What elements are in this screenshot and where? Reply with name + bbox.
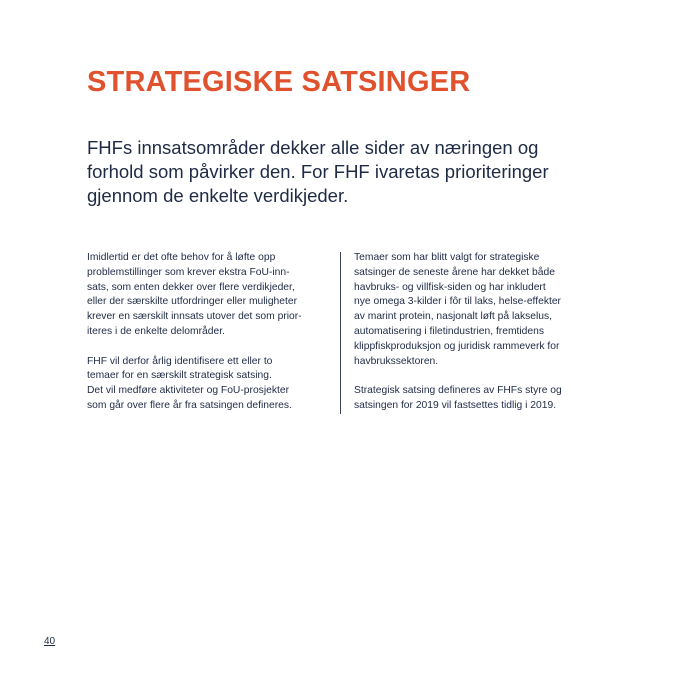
left-column	[87, 251, 325, 414]
page-number: 40	[44, 636, 56, 647]
text-line: havbrukssektoren.	[354, 355, 439, 367]
text-line: nye omega 3-kilder i fôr til laks, helse-effekter	[354, 296, 561, 308]
body-paragraph	[87, 355, 325, 414]
text-line: problemstillinger som krever ekstra FoU-inn-	[87, 266, 290, 278]
text-line: satsinger de seneste årene har dekket både	[354, 266, 555, 278]
column-divider	[340, 252, 341, 414]
text-line: Imidlertid er det ofte behov for å løfte opp	[87, 252, 276, 263]
lead-line: forhold som påvirker den. For FHF ivaretas prioriteringer	[87, 161, 549, 182]
text-line: automatisering i filetindustrien, fremtidens	[354, 325, 545, 337]
text-line: iteres i de enkelte delområder.	[87, 325, 225, 337]
body-paragraph	[87, 251, 325, 340]
text-line: sats, som enten dekker over flere verdikjeder,	[87, 281, 295, 293]
lead-line: FHFs innsatsområder dekker alle sider av næringen og	[87, 137, 539, 158]
text-line: eller der særskilte utfordringer eller muligheter	[87, 296, 298, 308]
text-line: Det vil medføre aktiviteter og FoU-prosjekter	[87, 385, 289, 397]
text-line: klippfiskproduksjon og juridisk rammeverk for	[354, 340, 560, 352]
text-line: krever en særskilt innsats utover det som prior-	[87, 311, 302, 323]
lead-paragraph	[87, 136, 587, 208]
text-line: temaer for en særskilt strategisk satsing.	[87, 370, 272, 382]
text-line: satsingen for 2019 vil fastsettes tidlig i 2019.	[354, 399, 557, 411]
text-line: Temaer som har blitt valgt for strategiske	[354, 252, 540, 263]
text-line: som går over flere år fra satsingen defineres.	[87, 399, 292, 411]
text-line: FHF vil derfor årlig identifisere ett eller to	[87, 355, 273, 367]
text-line: Strategisk satsing defineres av FHFs styre og	[354, 385, 562, 397]
text-line: havbruks- og villfisk-siden og har inkludert	[354, 281, 546, 293]
text-line: av marint protein, nasjonalt løft på lakselus,	[354, 311, 553, 323]
lead-line: gjennom de enkelte verdikjeder.	[87, 185, 349, 206]
body-paragraph	[354, 251, 599, 369]
page-title: STRATEGISKE SATSINGER	[87, 66, 471, 98]
right-column	[354, 251, 599, 414]
body-paragraph	[354, 384, 599, 414]
